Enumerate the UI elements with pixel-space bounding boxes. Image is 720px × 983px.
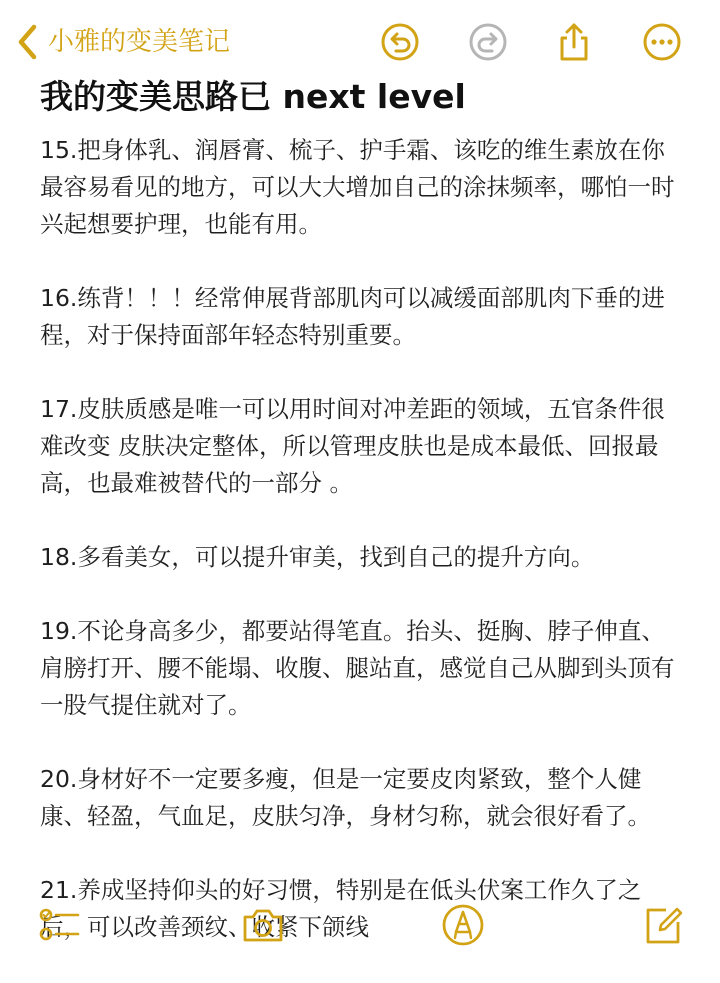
note-paragraph: 20.身材好不一定要多瘦，但是一定要皮肉紧致，整个人健康、轻盈，气血足，皮肤匀净，身材匀称，就会很好看了。: [40, 765, 651, 830]
redo-button[interactable]: [466, 20, 510, 64]
note-paragraph: 21.养成坚持仰头的好习惯，特别是在低头伏案工作久了之后，可以改善颈纹、收紧下颌线: [40, 876, 642, 941]
markup-pen-icon: [440, 902, 486, 948]
bottom-toolbar: [0, 890, 720, 960]
share-icon: [554, 22, 594, 62]
compose-button[interactable]: [638, 900, 688, 950]
more-button[interactable]: [640, 20, 684, 64]
more-icon: [642, 22, 682, 62]
note-body[interactable]: [40, 132, 685, 983]
chevron-left-icon: [16, 23, 38, 61]
note-title[interactable]: 我的变美思路已 next level: [40, 77, 466, 116]
note-paragraph: 18.多看美女，可以提升审美，找到自己的提升方向。: [40, 543, 595, 571]
note-paragraph: 16.练背！！！经常伸展背部肌肉可以减缓面部肌肉下垂的进程，对于保持面部年轻态特别重要。: [40, 284, 665, 349]
camera-button[interactable]: [238, 900, 288, 950]
camera-icon: [240, 902, 286, 948]
undo-button[interactable]: [378, 20, 422, 64]
note-paragraph: 15.把身体乳、润唇膏、梳子、护手霜、该吃的维生素放在你最容易看见的地方，可以大大增加自己的涂抹频率，哪怕一时兴起想要护理，也能有用。: [40, 136, 675, 238]
checklist-icon: [36, 902, 82, 948]
back-label: 小雅的变美笔记: [48, 27, 231, 57]
back-button[interactable]: [16, 22, 230, 62]
compose-icon: [640, 902, 686, 948]
redo-icon: [468, 22, 508, 62]
checklist-button[interactable]: [34, 900, 84, 950]
note-paragraph: 19.不论身高多少，都要站得笔直。抬头、挺胸、脖子伸直、肩膀打开、腰不能塌、收腹、腿站直，感觉自己从脚到头顶有一股气提住就对了。: [40, 617, 675, 719]
share-button[interactable]: [552, 20, 596, 64]
markup-button[interactable]: [438, 900, 488, 950]
undo-icon: [380, 22, 420, 62]
note-paragraph: 17.皮肤质感是唯一可以用时间对冲差距的领域，五官条件很难改变 皮肤决定整体，所以管理皮肤也是成本最低、回报最高，也最难被替代的一部分 。: [40, 395, 665, 497]
